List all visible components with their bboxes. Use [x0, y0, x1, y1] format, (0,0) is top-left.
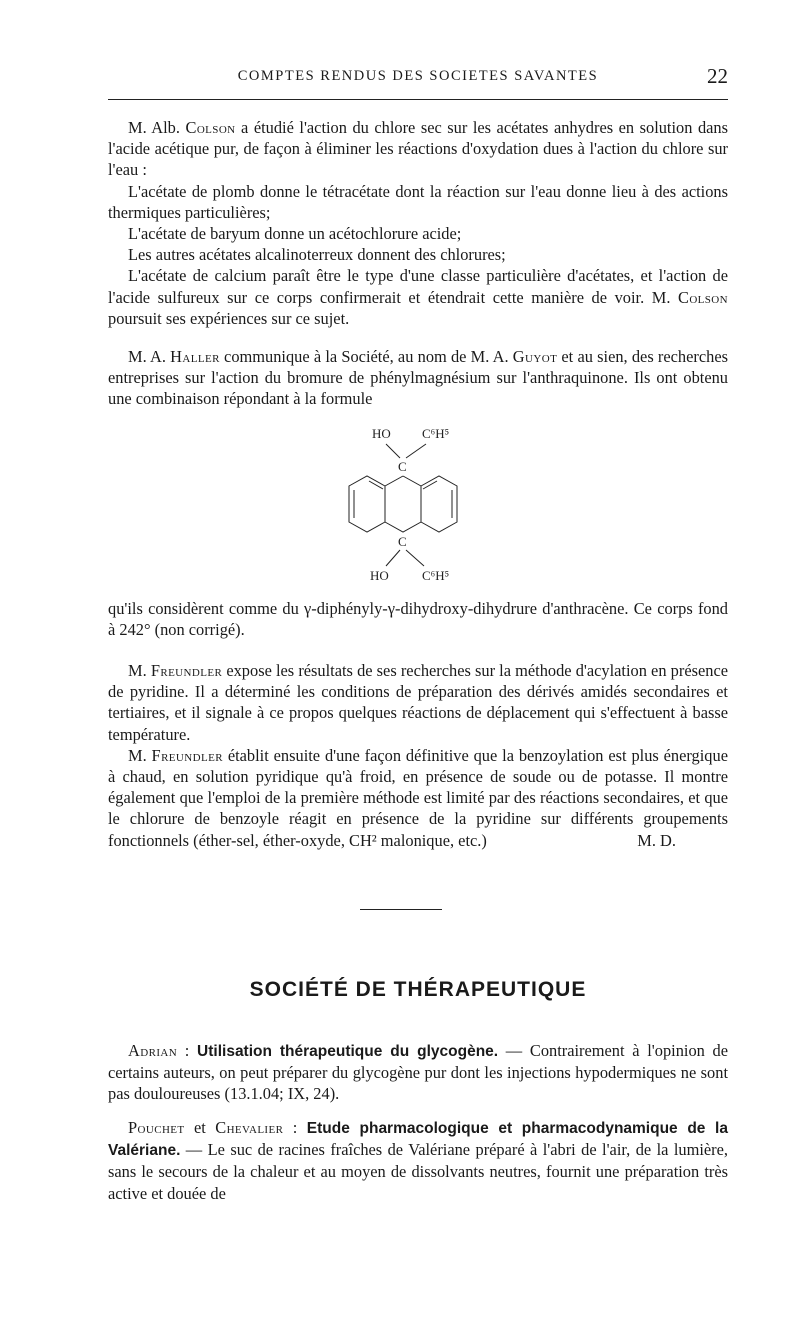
adrian-abstract [108, 1040, 728, 1105]
haller-report [108, 346, 728, 410]
text-run: poursuit ses expériences sur ce sujet. [108, 308, 350, 328]
ring-system [349, 476, 457, 532]
signature: M. D. [637, 830, 676, 850]
bond-line [406, 550, 424, 566]
bond-line [406, 444, 426, 458]
pouchet-abstract [108, 1117, 728, 1204]
text-run: communique à la Société, au nom de M. A. [219, 347, 513, 366]
formula-c-bottom: C [398, 534, 407, 549]
text-run: — Le suc de racines fraîches de Valériane préparé à l'abri de l'air, de la lumière, sans le secours de la chaleur et au moyen de dissolvants neutres, fournit une préparation très active et douée de [108, 1140, 728, 1203]
author-name: Pouchet [128, 1118, 185, 1137]
author-name: Colson [677, 287, 728, 307]
colson-paragraph-2: L'acétate de plomb donne le tétracétate dont la réaction sur l'eau donne lieu à des actions thermiques particulières; [108, 181, 728, 222]
formula-c6h5-bottom: C⁶H⁵ [422, 568, 450, 583]
haller-paragraph-1 [108, 346, 728, 410]
author-name: Adrian [128, 1041, 178, 1060]
abstract-title: Utilisation thérapeutique du glycogène. [197, 1043, 499, 1060]
bond-line [386, 444, 400, 458]
anthracene-structure-svg [340, 422, 480, 590]
text-run: établit ensuite d'une façon définitive que la benzoylation est plus énergique à chaud, en solution pyridique qu'à froid, en présence de soude ou de potasse. Il montre également que l'emploi de la première méthode est limité par des réactions secondaires, et que le chlorure de benzoyle réagit en présence de la pyridine sur différents groupements fonctionnels (éther-sel, éther-oxyde, CH² malonique, etc.) [108, 745, 728, 850]
haller-continued [108, 598, 728, 640]
page-number: 22 [707, 64, 728, 88]
freundler-paragraph-1 [108, 660, 728, 745]
author-name: Guyot [512, 347, 558, 366]
text-run: M. [128, 745, 152, 765]
haller-paragraph-2: qu'ils considèrent comme du γ-diphényly-γ-dihydroxy-dihydrure d'anthracène. Ce corps fond à 242° (non corrigé). [108, 599, 728, 640]
text-run: : [283, 1118, 307, 1137]
text-run: M. Alb. [128, 118, 186, 137]
author-name: Freundler [150, 661, 223, 680]
pouchet-paragraph [108, 1117, 728, 1204]
formula-ho-top: HO [372, 426, 391, 441]
colson-paragraph-3: L'acétate de baryum donne un acétochlorure acide; [128, 224, 462, 244]
author-name: Haller [170, 347, 220, 366]
text-run: M. [128, 661, 151, 680]
text-run: : [177, 1041, 198, 1060]
author-name: Freundler [151, 745, 223, 765]
adrian-paragraph [108, 1040, 728, 1105]
text-run: M. A. [128, 347, 171, 366]
structural-formula [340, 422, 480, 590]
colson-paragraph-1 [108, 117, 728, 181]
freundler-paragraph-2 [108, 745, 728, 851]
author-name: Chevalier [215, 1118, 284, 1137]
double-bond [369, 481, 383, 489]
running-head [108, 64, 728, 94]
abstract-title: Etude pharmacologique et pharmacodynamique de la Valériane. [108, 1120, 728, 1160]
text-run: — Contrairement à l'opinion de certains auteurs, on peut préparer du glycogène pur dont les injections hypodermiques ne sont pas douloureuses (13.1.04; IX, 24). [108, 1041, 729, 1104]
formula-ho-bottom: HO [370, 568, 389, 583]
text-run: L'acétate de calcium paraît être le type d'une classe particulière d'acétates, et l'action de l'acide sulfureux sur ce corps confirmerait et étendrait cette manière de voir. M. [108, 266, 728, 307]
text-run: et [184, 1118, 216, 1137]
colson-report [108, 117, 728, 329]
text-run: et au sien, des recherches entreprises sur l'action du bromure de phénylmagnésium sur l'anthraquinone. Ils ont obtenu une combinaison répondant à la formule [108, 347, 728, 409]
bond-line [386, 550, 400, 566]
author-name: Colson [185, 118, 236, 137]
running-title: COMPTES RENDUS DES SOCIETES SAVANTES [237, 68, 599, 84]
section-separator [360, 909, 442, 910]
text-run: a étudié l'action du chlore sec sur les acétates anhydres en solution dans l'acide acétique pur, de façon à éliminer les réactions d'oxydation dues à l'action du chlore sur l'eau : [108, 118, 728, 180]
section-heading: SOCIÉTÉ DE THÉRAPEUTIQUE [249, 978, 587, 1001]
text-run: expose les résultats de ses recherches sur la méthode d'acylation en présence de pyridine. Il a déterminé les conditions de préparation des dérivés amidés secondaires et tertiaires, et il signale à ce propos quelques réactions de déplacement qui s'effectuent à basse température. [108, 661, 728, 744]
double-bond [423, 481, 437, 489]
colson-paragraph-4: Les autres acétates alcalinoterreux donnent des chlorures; [128, 245, 506, 265]
formula-c-top: C [398, 459, 407, 474]
freundler-report [108, 660, 728, 851]
formula-c6h5-top: C⁶H⁵ [422, 426, 450, 441]
central-ring [385, 476, 421, 532]
colson-paragraph-5 [108, 265, 728, 329]
header-rule [108, 99, 728, 100]
